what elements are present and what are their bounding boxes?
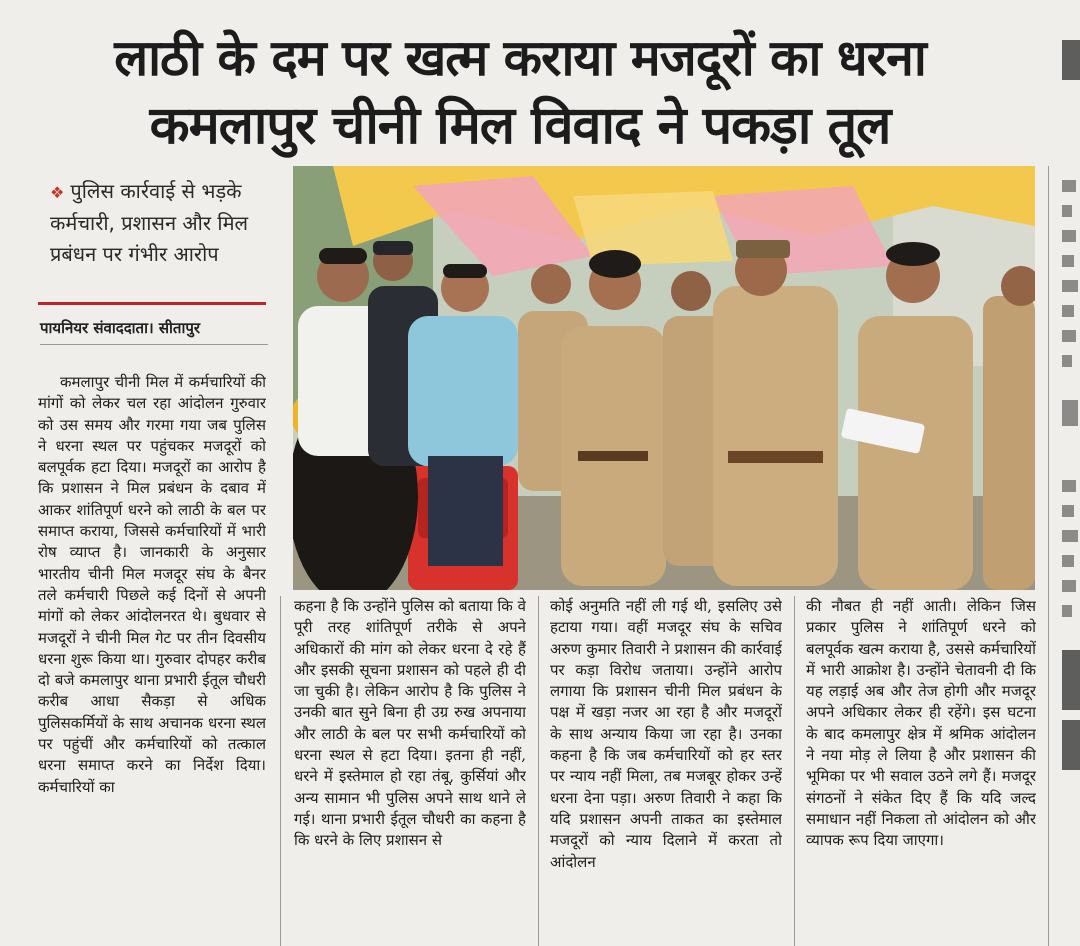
text-fragment bbox=[1062, 305, 1074, 317]
adjacent-article-fragment bbox=[1062, 0, 1080, 946]
text-fragment bbox=[1062, 255, 1074, 267]
column-divider bbox=[1048, 166, 1049, 946]
text-fragment bbox=[1062, 555, 1074, 567]
text-fragment bbox=[1062, 605, 1072, 617]
news-photo-icon bbox=[293, 166, 1035, 590]
article-column-1 bbox=[38, 372, 266, 946]
text-fragment bbox=[1062, 505, 1074, 517]
text-fragment bbox=[1062, 650, 1080, 710]
text-fragment bbox=[1062, 230, 1076, 242]
column-divider bbox=[538, 596, 539, 946]
article-column-3 bbox=[550, 596, 782, 946]
article-paragraph: कमलापुर चीनी मिल में कर्मचारियों की मांगों को लेकर चल रहा आंदोलन गुरुवार को उस समय और गरमा गया जब पुलिस ने धरना स्थल पर पहुंचकर मजदूरों को बलपूर्वक हटा दिया। मजदूरों का आरोप है कि प्रशासन ने मिल प्रबंधन के दबाव में आकर शांतिपूर्ण धरने को लाठी के बल पर समाप्त कराया, जिससे कर्मचारियों में भारी रोष व्याप्त है। जानकारी के अनुसार भारतीय चीनी मिल मजदूर संघ के बैनर तले कर्मचारी पिछले कई दिनों से अपनी मांगों को लेकर आंदोलनरत थे। बुधवार से मजदूरों ने चीनी मिल गेट पर तीन दिवसीय धरना शुरू किया था। गुरुवार दोपहर करीब दो बजे कमलापुर थाना प्रभारी ईतूल चौधरी करीब आधा सैकड़ा से अधिक पुलिसकर्मियों के साथ अचानक धरना स्थल पर पहुंचीं और कर्मचारियों को तत्काल धरना समाप्त करने का निर्देश दिया। कर्मचारियों का bbox=[38, 373, 266, 796]
text-fragment bbox=[1062, 330, 1076, 342]
byline: पायनियर संवाददाता। सीतापुर bbox=[40, 318, 268, 345]
text-fragment bbox=[1062, 280, 1078, 292]
text-fragment bbox=[1062, 720, 1080, 770]
text-fragment bbox=[1062, 180, 1076, 192]
article-paragraph: कहना है कि उन्होंने पुलिस को बताया कि वे पूरी तरह शांतिपूर्ण तरीके से अपने अधिकारों की मांग को लेकर धरना दे रहे हैं और इसकी सूचना प्रशासन को पहले ही दी जा चुकी है। लेकिन आरोप है कि पुलिस ने उनकी बात सुने बिना ही उग्र रुख अपनाया और लाठी के बल पर सभी कर्मचारियों को धरना स्थल से हटा दिया। इतना ही नहीं, धरने में इस्तेमाल हो रहा तंबू, कुर्सियां और अन्य सामान भी पुलिस अपने साथ थाने ले गई। थाना प्रभारी ईतूल चौधरी का कहना है कि धरने के लिए प्रशासन से bbox=[294, 597, 526, 850]
text-fragment bbox=[1062, 480, 1076, 492]
column-divider bbox=[280, 596, 281, 946]
kicker bbox=[50, 176, 270, 270]
headline-line-2: कमलापुर चीनी मिल विवाद ने पकड़ा तूल bbox=[149, 96, 891, 156]
news-photo bbox=[293, 166, 1035, 590]
kicker-text: पुलिस कार्रवाई से भड़के कर्मचारी, प्रशासन और मिल प्रबंधन पर गंभीर आरोप bbox=[50, 179, 249, 266]
red-divider bbox=[38, 302, 266, 305]
diamond-bullet-icon: ❖ bbox=[50, 183, 65, 202]
article-paragraph: की नौबत ही नहीं आती। लेकिन जिस प्रकार पुलिस ने शांतिपूर्ण धरने को बलपूर्वक खत्म कराया है, उससे कर्मचारियों में भारी आक्रोश है। उन्होंने चेतावनी दी कि यह लड़ाई अब और तेज होगी और मजदूर अपने अधिकार लेकर ही रहेंगे। इस घटना के बाद कमलापुर क्षेत्र में श्रमिक आंदोलन ने नया मोड़ ले लिया है और प्रशासन की भूमिका पर भी सवाल उठने लगे हैं। मजदूर संगठनों ने संकेत दिए हैं कि यदि जल्द समाधान नहीं निकला तो आंदोलन को और व्यापक रूप दिया जाएगा। bbox=[806, 597, 1036, 850]
text-fragment bbox=[1062, 355, 1072, 367]
adjacent-headline-fragment bbox=[1062, 40, 1080, 80]
article-column-2 bbox=[294, 596, 526, 946]
headline-line-1: लाठी के दम पर खत्म कराया मजदूरों का धरना bbox=[114, 29, 926, 87]
article-paragraph: कोई अनुमति नहीं ली गई थी, इसलिए उसे हटाया गया। वहीं मजदूर संघ के सचिव अरुण कुमार तिवारी ने प्रशासन की कार्रवाई पर कड़ा विरोध जताया। उन्होंने आरोप लगाया कि प्रशासन चीनी मिल प्रबंधन के पक्ष में खड़ा नजर आ रहा है और मजदूरों के साथ अन्याय किया जा रहा है। उनका कहना है कि जब कर्मचारियों को हर स्तर पर न्याय नहीं मिला, तब मजबूर होकर उन्हें धरना देना पड़ा। अरुण तिवारी ने कहा कि यदि प्रशासन अपनी ताकत का इस्तेमाल मजदूरों को न्याय दिलाने में करता तो आंदोलन bbox=[550, 597, 782, 871]
column-divider bbox=[794, 596, 795, 946]
text-fragment bbox=[1062, 400, 1078, 426]
text-fragment bbox=[1062, 205, 1072, 217]
text-fragment bbox=[1062, 580, 1076, 592]
article-column-4 bbox=[806, 596, 1036, 946]
text-fragment bbox=[1062, 530, 1078, 542]
